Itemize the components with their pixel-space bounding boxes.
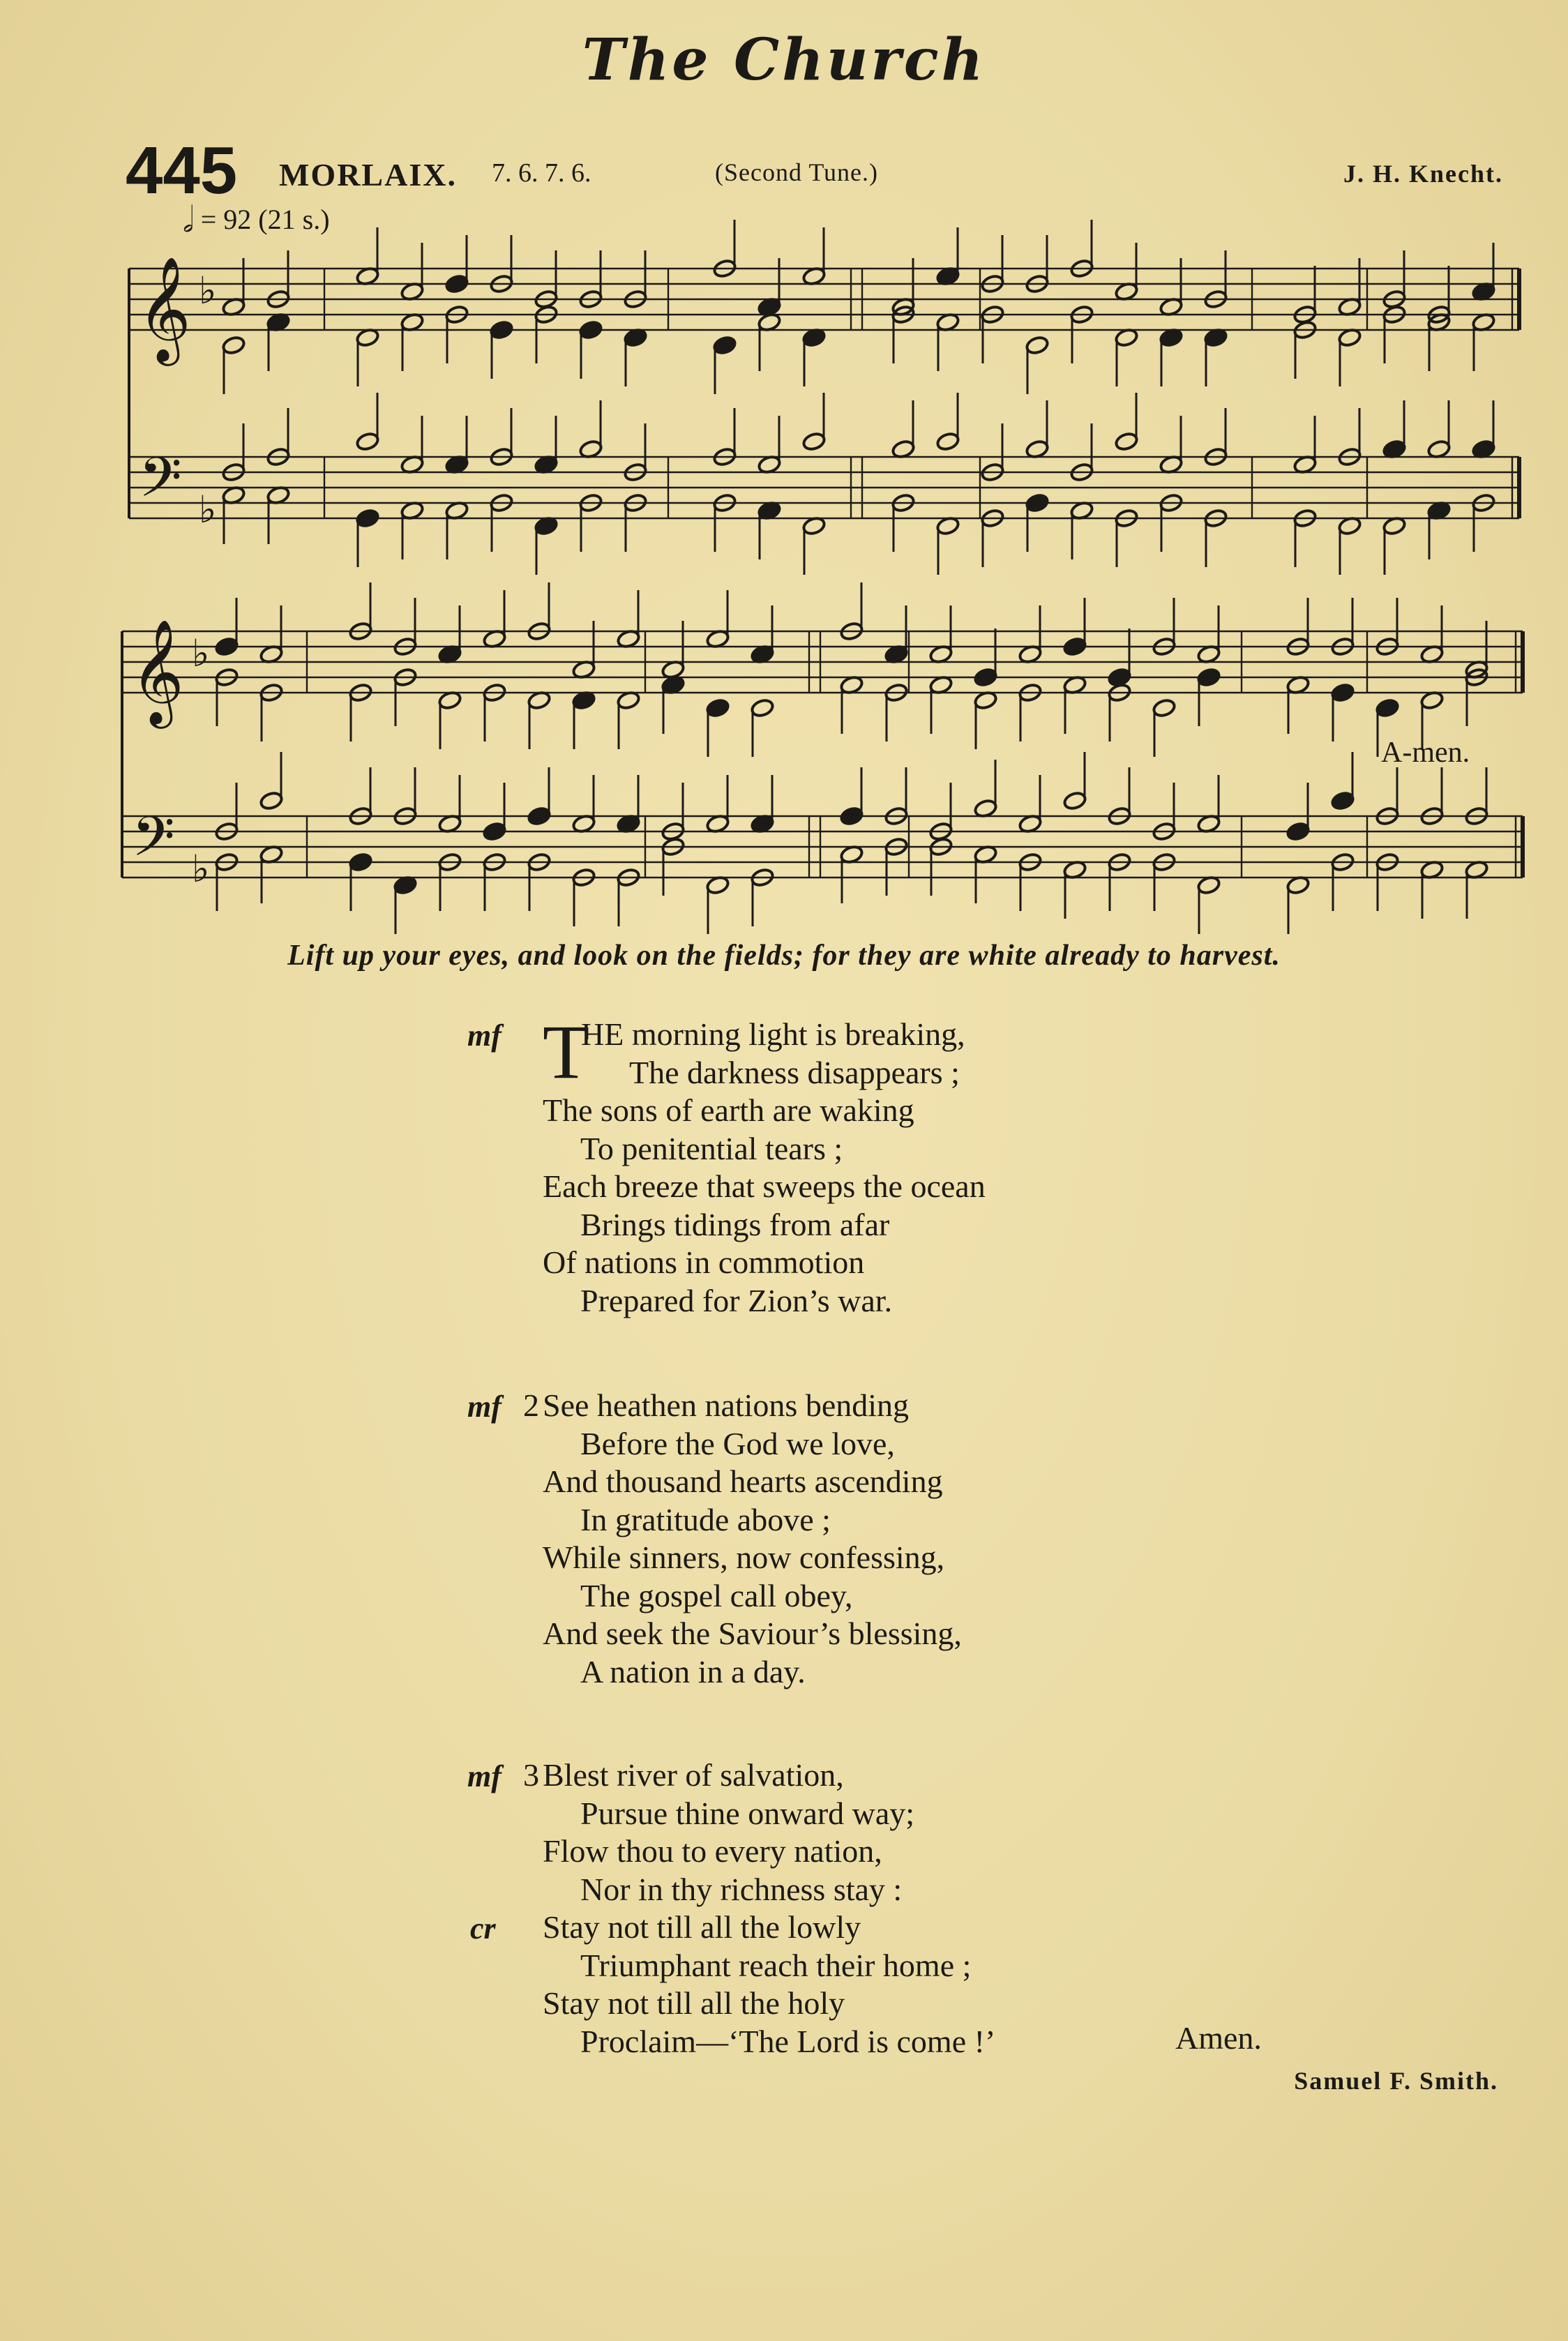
music-system-1 [129, 220, 1519, 575]
svg-text:♭: ♭ [192, 631, 210, 675]
stanza-line: Before the God we love, [580, 1425, 895, 1461]
drop-cap: T [543, 1009, 590, 1094]
stanza-line: The darkness disappears ; [629, 1054, 960, 1090]
stanza-line: In gratitude above ; [580, 1501, 831, 1537]
meter: 7. 6. 7. 6. [492, 158, 591, 188]
crescendo-mark: cr [470, 1911, 496, 1945]
stanza-line: Proclaim—‘The Lord is come !’ [580, 2023, 996, 2059]
stanza-line: Each breeze that sweeps the ocean [543, 1168, 986, 1204]
amen-lyric: A-men. [1381, 737, 1470, 769]
stanza-line: Brings tidings from afar [580, 1206, 890, 1242]
stanza-line: Of nations in commotion [543, 1244, 865, 1280]
hymn-number: 445 [126, 133, 238, 208]
stanza-line: Triumphant reach their home ; [580, 1947, 972, 1983]
stanza-line: Prepared for Zion’s war. [580, 1282, 893, 1318]
amen-text: Amen. [1175, 2020, 1262, 2056]
tempo-text: = 92 (21 s.) [200, 204, 330, 235]
svg-text:♭: ♭ [199, 269, 217, 313]
dynamic-mark: mf [467, 1018, 502, 1053]
stanza-line: HE morning light is breaking, [581, 1016, 965, 1052]
stanza-line: Stay not till all the holy [543, 1985, 845, 2021]
music-system-2 [122, 582, 1523, 934]
stanza-line: While sinners, now confessing, [543, 1540, 945, 1575]
svg-text:𝄢: 𝄢 [132, 804, 175, 882]
dynamic-mark: mf [467, 1390, 502, 1424]
stanza-line: And thousand hearts ascending [543, 1463, 943, 1499]
svg-text:♭: ♭ [192, 847, 210, 891]
stanza-1 [467, 1009, 1374, 1320]
tune-note: (Second Tune.) [715, 158, 879, 186]
stanza-line: To penitential tears ; [580, 1130, 843, 1166]
tune-name: MORLAIX. [279, 157, 457, 193]
stanza-line: And seek the Saviour’s blessing, [543, 1616, 962, 1651]
svg-text:𝄞: 𝄞 [130, 618, 184, 724]
stanza-line: Flow thou to every nation, [543, 1833, 882, 1869]
svg-text:♭: ♭ [199, 488, 217, 532]
running-title: The Church [582, 27, 986, 93]
stanza-number: 2 [523, 1387, 539, 1423]
stanza-line-text: Blest river of salvation, [543, 1757, 844, 1793]
svg-text:𝄢: 𝄢 [139, 445, 182, 523]
stanza-line: The sons of earth are waking [543, 1092, 914, 1128]
svg-text:𝄞: 𝄞 [137, 255, 191, 361]
scripture-caption: Lift up your eyes, and look on the fields; for they are white already to harvest. [287, 940, 1281, 972]
stanza-line-text: See heathen nations bending [543, 1387, 910, 1423]
stanza-line: Stay not till all the lowly [543, 1909, 861, 1945]
stanza-line: The gospel call obey, [580, 1577, 853, 1613]
composer: J. H. Knecht. [1343, 160, 1503, 188]
stanza-line: Nor in thy richness stay : [580, 1871, 903, 1907]
stanza-number: 3 [523, 1757, 539, 1793]
stanza-3 [467, 1756, 1374, 2061]
stanza-line [467, 1756, 1374, 1795]
dynamic-mark: mf [467, 1759, 502, 1793]
stanza-line: Pursue thine onward way; [580, 1795, 915, 1831]
stanza-line: A nation in a day. [580, 1653, 806, 1689]
stanza-line [467, 1387, 1374, 1425]
stanza-2 [467, 1387, 1374, 1691]
author: Samuel F. Smith. [1294, 2067, 1498, 2095]
half-note-icon: 𝅗𝅥 [183, 200, 194, 239]
